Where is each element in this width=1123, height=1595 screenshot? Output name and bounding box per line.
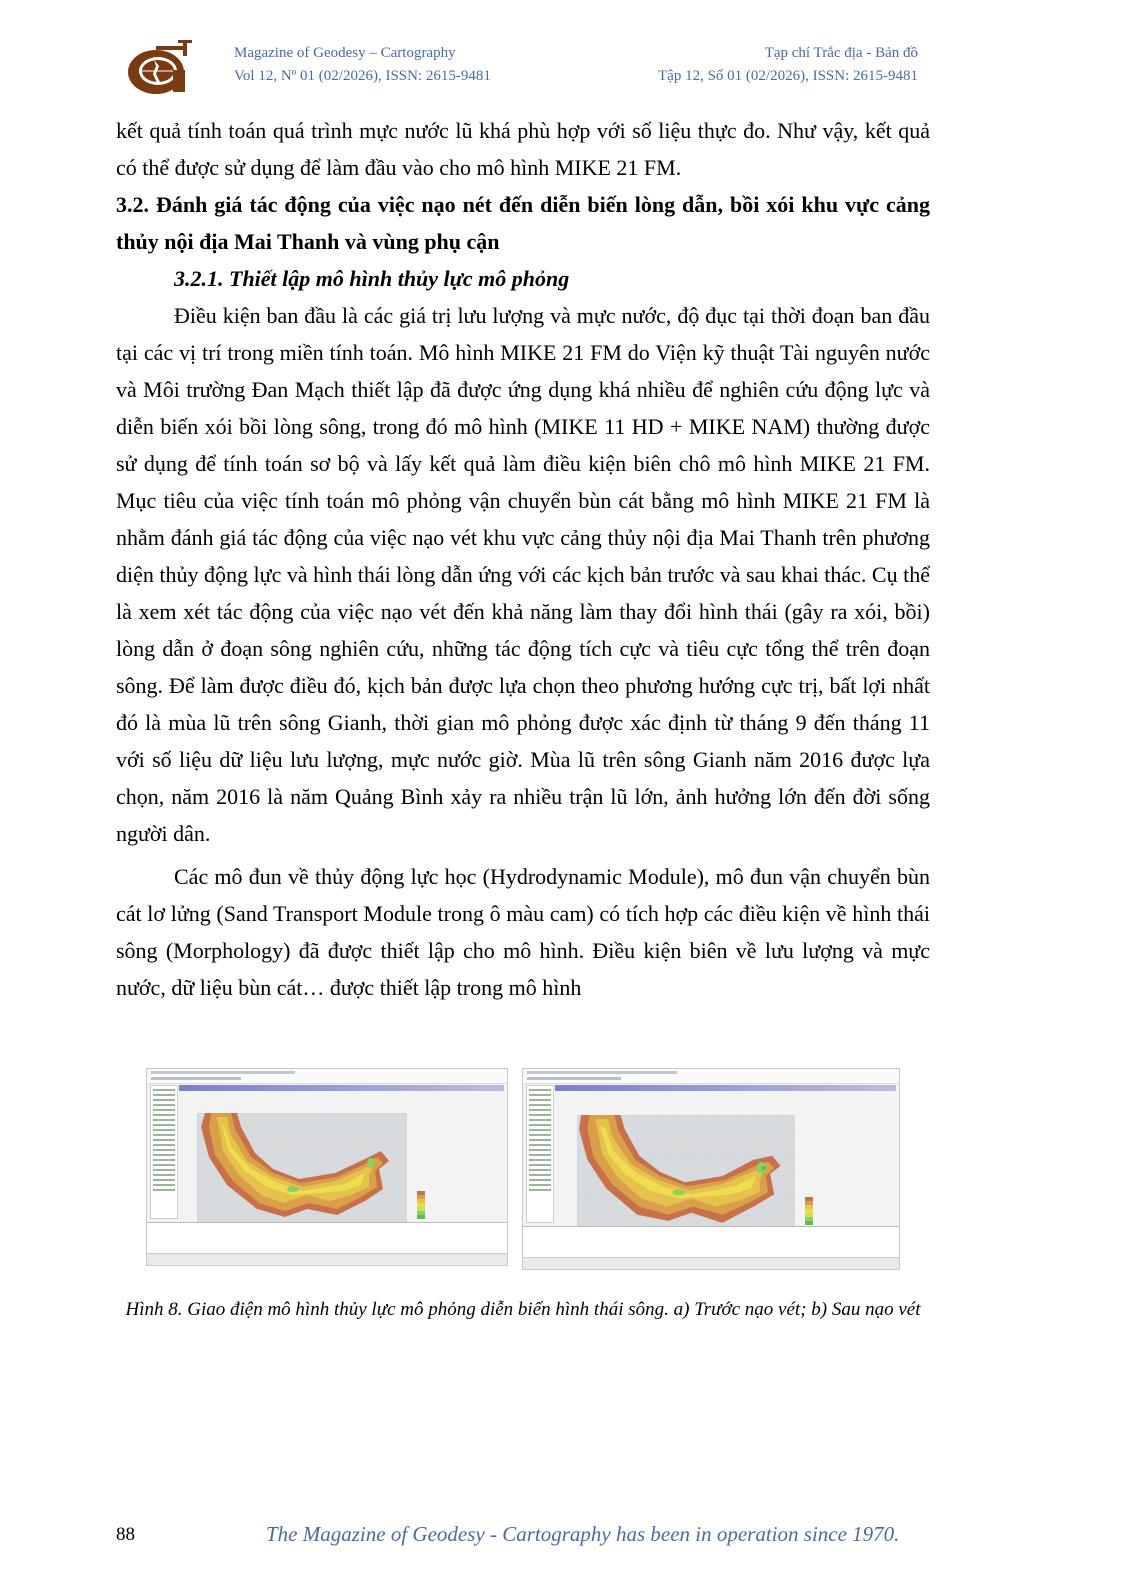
page-number: 88 [116,1524,135,1545]
paragraph-intro: kết quả tính toán quá trình mực nước lũ khá phù hợp với số liệu thực đo. Như vậy, kết quả có thể được sử dụng để làm đầu vào cho mô hình MIKE 21 FM. [116,118,930,180]
section-heading-3-2: 3.2. Đánh giá tác động của việc nạo nét đến diễn biến lòng dẫn, bồi xói khu vực cảng thủy nội địa Mai Thanh và vùng phụ cận [116,192,930,254]
figure-caption: Hình 8. Giao điện mô hình thủy lực mô phỏng diễn biến hình thái sông. a) Trước nạo vét; b) Sau nạo vét [125,1299,921,1320]
journal-name-en: Magazine of Geodesy – Cartography [234,45,456,61]
log-pane [147,1222,507,1253]
model-tree [150,1085,178,1219]
app-banner [555,1085,896,1091]
article-body [116,112,930,1006]
river-bed-map [197,1113,407,1223]
journal-issue-vi: Tập 12, Số 01 (02/2026), ISSN: 2615-9481 [658,68,918,84]
log-pane [523,1226,899,1257]
header-left [234,42,491,88]
status-bar [147,1253,507,1265]
paragraph-2: Các mô đun về thủy động lực học (Hydrodynamic Module), mô đun vận chuyển bùn cát lơ lửng (Sand Transport Module trong ô màu cam) có tích hợp các điều kiện về hình thái sông (Morphology) đã được thiết lập cho mô hình. Điều kiện biên về lưu lượng và mực nước, dữ liệu bùn cát… được thiết lập trong mô hình [116,864,930,1000]
paragraph-1: Điều kiện ban đầu là các giá trị lưu lượng và mực nước, độ đục tại thời đoạn ban đầu tại các vị trí trong miền tính toán. Mô hình MIKE 21 FM do Viện kỹ thuật Tài nguyên nước và Môi trường Đan Mạch thiết lập đã được ứng dụng khá nhiều để nghiên cứu động lực và diễn biến xói bồi lòng sông, trong đó mô hình (MIKE 11 HD + MIKE NAM) thường được sử dụng để tính toán sơ bộ và lấy kết quả làm điều kiện biên chô mô hình MIKE 21 FM. Mục tiêu của việc tính toán mô phỏng vận chuyển bùn cát bằng mô hình MIKE 21 FM là nhằm đánh giá tác động của việc nạo vét khu vực cảng thủy nội địa Mai Thanh trên phương diện thủy động lực và hình thái lòng dẫn ứng với các kịch bản trước và sau khai thác. Cụ thể là xem xét tác động của việc nạo vét đến khả năng làm thay đổi hình thái (gây ra xói, bồi) lòng dẫn ở đoạn sông nghiên cứu, những tác động tích cực và tiêu cực tổng thể trên đoạn sông. Để làm được điều đó, kịch bản được lựa chọn theo phương hướng cực trị, bất lợi nhất đó là mùa lũ trên sông Gianh, thời gian mô phỏng được xác định từ tháng 9 đến tháng 11 với số liệu dữ liệu lưu lượng, mực nước giờ. Mùa lũ trên sông Gianh năm 2016 được lựa chọn, năm 2016 là năm Quảng Bình xảy ra nhiều trận lũ lớn, ảnh hưởng lớn đến đời sống người dân. [116,303,930,846]
footer-tagline: The Magazine of Geodesy - Cartography has been in operation since 1970. [266,1522,900,1546]
figure-panel-after-dredging [522,1068,900,1270]
header-right [658,42,918,88]
color-legend [417,1191,425,1219]
journal-name-vi: Tạp chí Trắc địa - Bản đồ [764,45,918,61]
status-bar [523,1257,899,1269]
app-banner [179,1085,504,1091]
model-tree [526,1085,554,1223]
app-titlebar [147,1069,507,1084]
app-titlebar [523,1069,899,1084]
journal-issue-en: Vol 12, Nº 01 (02/2026), ISSN: 2615-9481 [234,68,491,84]
river-bed-map [577,1115,795,1227]
subsection-heading-3-2-1: 3.2.1. Thiết lập mô hình thủy lực mô phỏng [174,266,570,291]
journal-logo [126,38,196,96]
color-legend [805,1197,813,1225]
figure-panel-before-dredging [146,1068,508,1266]
